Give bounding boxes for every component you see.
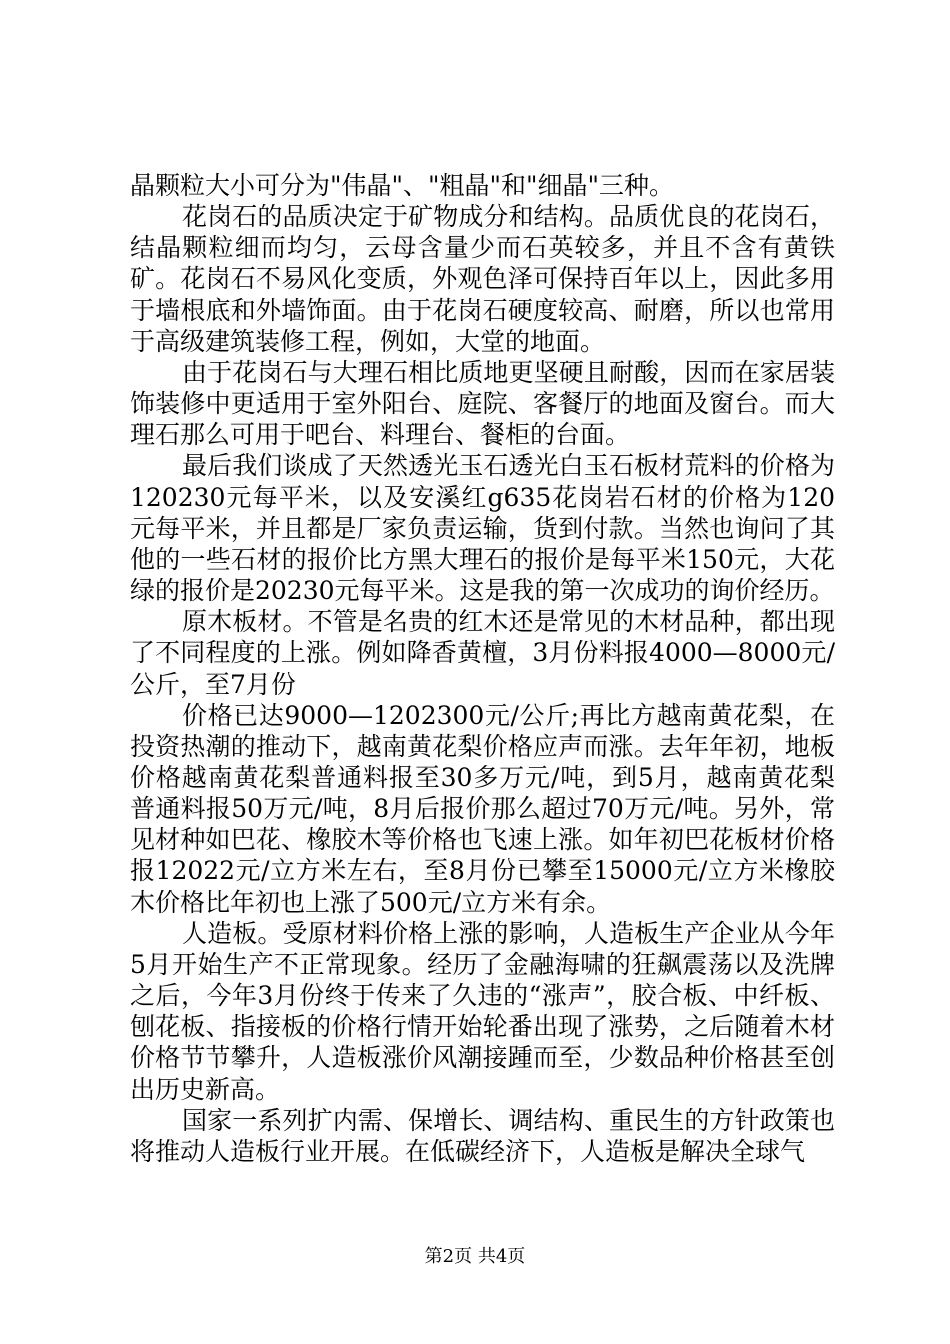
paragraph-2: 花岗石的品质决定于矿物成分和结构。品质优良的花岗石，结晶颗粒细而均匀，云母含量少而石英较多，并且不含有黄铁矿。花岗石不易风化变质，外观色泽可保持百年以上，因此多用于墙根底和外墙饰面。由于花岗石硬度较高、耐磨，所以也常用于高级建筑装修工程，例如，大堂的地面。 [130, 202, 835, 356]
paragraph-1: 晶颗粒大小可分为"伟晶"、"粗晶"和"细晶"三种。 [130, 171, 674, 200]
page-footer: 第2页 共4页 [424, 1246, 526, 1267]
paragraph-7: 人造板。受原材料价格上涨的影响，人造板生产企业从今年5月开始生产不正常现象。经历了金融海啸的狂飙震荡以及洗牌之后，今年3月份终于传来了久违的“涨声”，胶合板、中纤板、刨花板、指接板的价格行情开始轮番出现了涨势，之后随着木材价格节节攀升，人造板涨价风潮接踵而至，少数品种价格甚至创出历史新高。 [130, 918, 835, 1104]
paragraph-3: 由于花岗石与大理石相比质地更坚硬且耐酸，因而在家居装饰装修中更适用于室外阳台、庭院、客餐厅的地面及窗台。而大理石那么可用于吧台、料理台、餐柜的台面。 [130, 357, 835, 450]
paragraph-4: 最后我们谈成了天然透光玉石透光白玉石板材荒料的价格为120230元每平米，以及安溪红g635花岗岩石材的价格为120元每平米，并且都是厂家负责运输，货到付款。当然也询问了其他的一些石材的报价比方黑大理石的报价是每平米150元，大花绿的报价是20230元每平米。这是我的第一次成功的询价经历。 [130, 451, 835, 606]
paragraph-8: 国家一系列扩内需、保增长、调结构、重民生的方针政策也将推动人造板行业开展。在低碳经济下，人造板是解决全球气 [130, 1105, 835, 1166]
document-body [130, 170, 835, 1167]
paragraph-6: 价格已达9000—1202300元/公斤;再比方越南黄花梨，在投资热潮的推动下，越南黄花梨价格应声而涨。去年年初，地板价格越南黄花梨普通料报至30多万元/吨，到5月，越南黄花梨普通料报50万元/吨，8月后报价那么超过70万元/吨。另外，常见材种如巴花、橡胶木等价格也飞速上涨。如年初巴花板材价格报12022元/立方米左右，至8月份已攀至15000元/立方米橡胶木价格比年初也上涨了500元/立方米有余。 [130, 700, 835, 917]
paragraph-5: 原木板材。不管是名贵的红木还是常见的木材品种，都出现了不同程度的上涨。例如降香黄檀，3月份料报4000—8000元/公斤，至7月份 [130, 607, 835, 699]
